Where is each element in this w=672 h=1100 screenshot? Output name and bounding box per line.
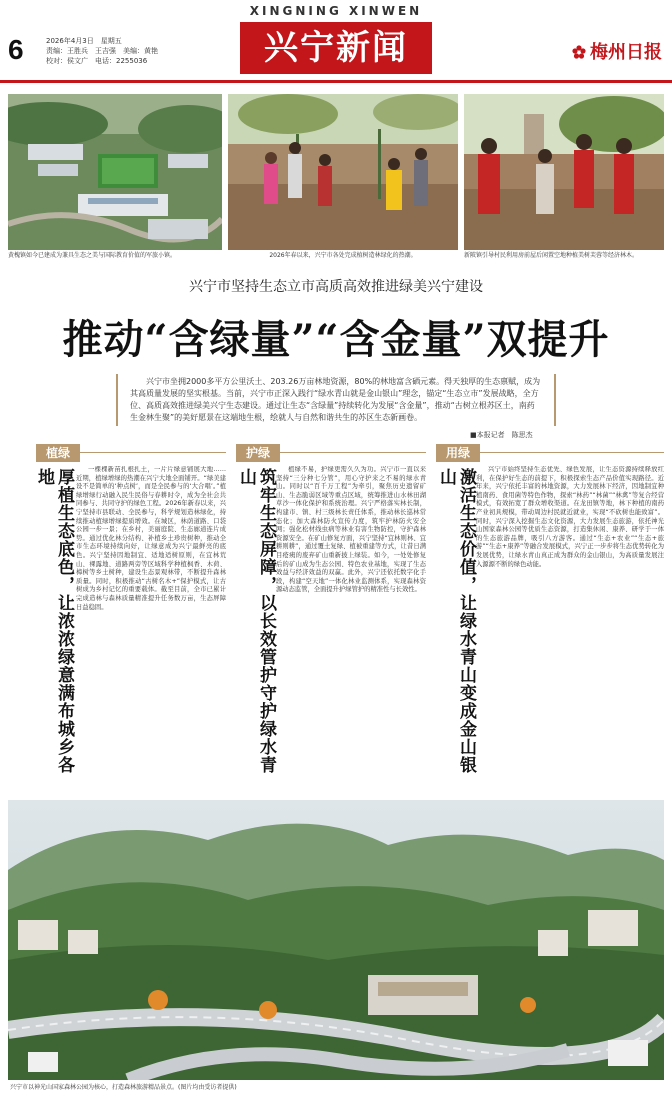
edition-meta (46, 36, 186, 66)
section-paragraph: 一棵棵新苗扎根扎土，一片片绿意铺展大地……近期，植绿增绿的热潮在兴宁大地全面铺开。“绿美建设不是简单的‘种点树’，而是全民参与的‘大合唱’。”植绿增绿行动融入民生民俗与春耕时令，成为全社会共同参与、共同守护的绿色工程。2026年新春以来，兴宁坚持市县联动、全民参与，科学规划造林绿化，持续推动植绿增绿提质增效。在城区，林荫道路、口袋公园一步一景；在乡村，美丽庭院、生态廊道连片成势。通过优化林分结构、补植乡土珍贵树种，推动全市生态环境持续向好，让绿意成为兴宁最鲜亮的底色。兴宁坚持因地制宜、适地适树原则，在宜林荒山、裸露地、道路两旁等区域科学种植枫香、木荷、樟树等乡土树种，建设生态景观林带，不断提升森林质量。同时，积极推动“古树名木+”保护模式，让古树成为乡村记忆的重要载体。截至目前，全市已累计完成造林与森林质量精准提升任务数万亩，生态屏障日益稳固。 (76, 466, 226, 611)
photo-forest-park (8, 800, 664, 1080)
section-body-use (476, 466, 664, 792)
meta-proofreader: 校对：侯文广 电话：2255036 (46, 57, 148, 65)
section-body-protect (276, 466, 426, 792)
section-tag-protect: 护绿 (236, 444, 280, 462)
photo-caption-3: 新陂镇引导村民利用房前屋后闲置空地种植美树芙蓉等经济林木。 (464, 252, 639, 259)
photo-town-aerial (8, 94, 222, 250)
section-rule-protect (280, 452, 426, 453)
newspaper-brand (572, 38, 662, 64)
section-title-plant: 厚植生态底色，让浓浓绿意满布城乡各地 (34, 468, 74, 774)
page-number: 6 (8, 34, 24, 65)
brand-name: 梅州日报 (590, 42, 662, 63)
meta-editors: 责编：王胜兵 王吉强 美编：黄艳 (46, 47, 158, 55)
bottom-photo-caption: 兴宁市以神光山国家森林公园为核心，打造森林旅游精品景点。(图片均由受访者提供) (10, 1084, 237, 1091)
article-reporter: ■本报记者 陈思杰 (470, 431, 533, 439)
pinyin-title: XINGNING XINWEN (249, 4, 423, 18)
section-rule-plant (80, 452, 226, 453)
photo-caption-2: 2026年春以来，兴宁市各处完成植树造林绿化的热潮。 (269, 252, 417, 259)
section-paragraph: 兴宁市始终坚持生态优先、绿色发展，让生态资源持续释放红利，在保护好生态的前提下，积极探索生态产品价值实现路径。近年来，兴宁依托丰富的林地资源，大力发展林下经济，因地制宜种植南药、食用菌等特色作物，探索“林药”“林菌”“林禽”等复合经营模式，有效拓宽了群众增收渠道。在龙田镇等地，林下种植的南药产业初具规模，带动周边村民就近就业，实现“不砍树也能致富”。同时，兴宁深入挖掘生态文化资源，大力发展生态旅游，依托神光山国家森林公园等优质生态资源，打造集休闲、康养、研学于一体的生态旅游品牌，吸引八方游客。通过“生态+农业”“生态+旅游”“生态+康养”等融合发展模式，兴宁正一步步将生态优势转化为发展优势，让绿水青山真正成为群众的金山银山，为高质量发展注入源源不断的绿色动能。 (476, 466, 664, 568)
section-tag-use: 用绿 (436, 444, 480, 462)
photo-tree-planting (228, 94, 458, 250)
section-tag-plant: 植绿 (36, 444, 80, 462)
masthead (0, 0, 672, 84)
section-title-use: 激活生态价值，让绿水青山变成金山银山 (436, 468, 476, 774)
article-headline: 推动“含绿量”“含金量”双提升 (62, 316, 610, 363)
photo-village-planting (464, 94, 664, 250)
section-title: 兴宁新闻 (240, 22, 432, 74)
photo-caption-1: 黄槐镇如今已建成为兼具生态之美与国际教育价值的军旅小镇。 (8, 252, 177, 259)
article-intro: 兴宁市坐拥2000多平方公里沃土、203.26万亩林地资源，80%的林地富含硒元素。得天独厚的生态禀赋，成为其高质量发展的坚实根基。当前，兴宁市正深入践行“绿水青山就是金山银山”理念，锚定“生态立市”发展战略，全方位、高质高效推进绿美兴宁生态建设。通过让生态“含绿量”持续转化为发展“含金量”，推动“古树立根苏区土，南药生金林生聚”的美好愿景在这端地生根，绘就人与自然和谐共生的苏区生态新画卷。 (116, 374, 556, 426)
section-rule-use (480, 452, 664, 453)
section-paragraph: 植绿不易，护绿更需久久为功。兴宁市一直以来坚持“三分种七分管”，用心守护来之不易的绿水青山。同时以“百千万工程”为牵引，聚焦历史遗留矿山、生态脆弱区域等重点区域，统筹推进山水林田湖草沙一体化保护和系统治理。兴宁严格落实林长制，构建市、镇、村三级林长责任体系，推动林长巡林常态化；加大森林防火宣传力度，筑牢护林防火安全网；强化松材线虫病等林业有害生物防控，守护森林资源安全。在矿山修复方面，兴宁坚持“宜林则林、宜耕则耕”，通过覆土复绿、植被重建等方式，让昔日满目疮痍的废弃矿山重新披上绿装。如今，一处处修复后的矿山成为生态公园、特色农业基地，实现了生态效益与经济效益的双赢。此外，兴宁还依托数字化手段，构建“空天地”一体化林业监测体系，实现森林资源动态监管，全面提升护绿管护的精准性与长效性。 (276, 466, 426, 594)
meta-date: 2026年4月3日 星期五 (46, 37, 122, 45)
plum-blossom-icon (572, 45, 586, 59)
section-title-protect: 筑牢生态屏障，以长效管护守护绿水青山 (236, 468, 276, 774)
header-rule (0, 80, 672, 83)
article-kicker: 兴宁市坚持生态立市高质高效推进绿美兴宁建设 (189, 279, 483, 295)
section-body-plant (76, 466, 226, 792)
